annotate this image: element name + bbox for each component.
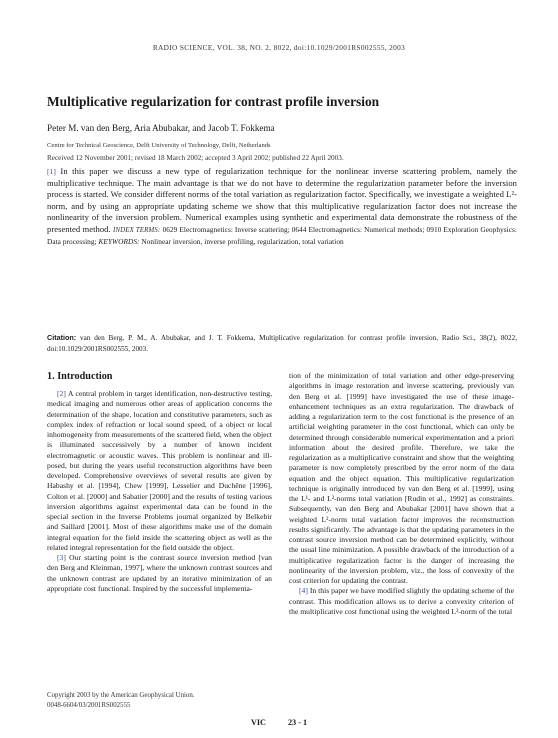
index-terms-label: INDEX TERMS: <box>113 225 161 234</box>
copyright-notice <box>47 691 195 711</box>
page-folio <box>0 718 558 727</box>
keywords-label: KEYWORDS: <box>98 237 140 246</box>
paragraph-continued: tion of the minimization of total variation and other edge-preserving algorithms in image restoration and inverse scattering, previously van den Berg et al. [1999] have investigated the use of these image-enhancement techniques as an extra regularization. The drawback of adding a regularization term to the cost functional is the presence of an artificial weighting parameter in the cost functional, which can only be determined through considerable numerical experimentation and a priori information about the desired profile. Therefore, we take the regularization as a multiplicative constraint and show that the weighting parameter is now completely prescribed by the error norm of the data equation and the object equation. This multiplicative regularization technique is originally introduced by van den Berg et al. [1999], using the L¹- and L²-norms total variation [Rudin et al., 1992] as constraints. Subsequently, van den Berg and Abubakar [2001] have shown that a weighted L²-norm total variation factor improves the reconstruction results significantly. The advantage is that the updating parameters in the contrast source inversion method can be determined explicitly, without the usual line minimization. A possible drawback of the introduction of a multiplicative regularization factor is the danger of increasing the nonlinearity of the inversion problem, viz., the loss of convexity of the cost criterion for updating the contrast. <box>289 371 514 585</box>
keywords: Nonlinear inversion, inverse profiling, regularization, total variation <box>141 237 344 246</box>
paragraph-text: Our starting point is the contrast source inversion method [van den Berg and Kleinman, 1997], where the unknown contrast sources and the unknown contrast are updated by an iterative minimization of an appropriate cost functional. Inspired by the successful implementa- <box>47 553 273 593</box>
article-code: 0048-6604/03/2001RS002555 <box>47 702 131 709</box>
affiliation: Centre for Technical Geoscience, Delft University of Technology, Delft, Netherlands <box>47 142 271 149</box>
folio-section: VIC <box>250 718 266 727</box>
paragraph-4 <box>289 586 514 617</box>
copyright-line: Copyright 2003 by the American Geophysical Union. <box>47 692 195 699</box>
paragraph-number[interactable]: [3] <box>57 553 66 562</box>
paragraph-text: In this paper we have modified slightly the updating scheme of the contrast. This modification allows us to derive a convexity criterion of the multiplicative cost functional using the weighted L²-norm of the total <box>289 586 514 616</box>
abstract-text: In this paper we discuss a new type of regularization technique for the nonlinear inverse scattering problem, namely the multiplicative technique. The main advantage is that we do not have to determine the regularization parameter before the inversion process is started. We consider different norms of the total variation as regularization factor. Specifically, we investigate a weighted L²-norm, and by using an appropriate updating scheme we show that this multiplicative regularization factor does not increase the nonlinearity of the inversion problem. Numerical examples using synthetic and experimental data demonstrate the robustness of the presented method. <box>47 166 518 234</box>
paragraph-3 <box>47 553 272 594</box>
right-column <box>289 371 514 617</box>
paragraph-number[interactable]: [1] <box>47 167 56 176</box>
paragraph-text: A central problem in target identification, non-destructive testing, medical imaging and numerous other areas of application concerns the determination of the shape, location and constitutive parameters, such as complex index of refraction or local sound speed, of a object or local inhomogeneity from measurements of the scattered field, when the object is illuminated successively by a number of known incident electromagnetic or acoustic waves. This problem is nonlinear and ill-posed, but during the years useful reconstruction algorithms have been developed. Comprehensive overviews of several results are given by Habashy et al. [1994], Chew [1999], Lesselier and Duchêne [1996], Colton et al. [2000] and Sabatier [2000] and the results of testing various inversion algorithms against experimental data can be found in the special section in the Inverse Problems journal organized by Belkebir and Saillard [2001]. Most of these algorithms make use of the domain integral equation for the field inside the scattering object as well as the related integral representation for the field outside the object. <box>47 389 273 552</box>
page-number: 23 - 1 <box>287 718 308 727</box>
paragraph-2 <box>47 389 272 553</box>
running-head: RADIO SCIENCE, VOL. 38, NO. 2, 8022, doi:10.1029/2001RS002555, 2003 <box>152 43 406 52</box>
paragraph-number[interactable]: [4] <box>299 586 308 596</box>
paper-title: Multiplicative regularization for contrast profile inversion <box>47 94 380 109</box>
section-heading: 1. Introduction <box>47 371 113 382</box>
index-terms: 0629 Electromagnetics: Inverse scattering; 0644 Electromagnetics: Numerical methods; 0910 Exploration Geophysics: Data processing; <box>47 224 518 246</box>
citation-text: van den Berg, P. M., A. Abubakar, and J. T. Fokkema, Multiplicative regularization for contrast profile inversion, Radio Sci., 38(2), 8022, doi:10.1029/2001RS002555, 2003. <box>47 334 518 353</box>
abstract <box>47 166 517 248</box>
citation-block <box>47 333 517 354</box>
left-column <box>47 389 272 594</box>
citation-label: Citation: <box>47 333 77 342</box>
publication-dates: Received 12 November 2001; revised 18 March 2002; accepted 3 April 2002; published 22 April 2003. <box>47 154 344 162</box>
author-list: Peter M. van den Berg, Aria Abubakar, and Jacob T. Fokkema <box>47 123 275 133</box>
paragraph-number[interactable]: [2] <box>57 389 66 398</box>
